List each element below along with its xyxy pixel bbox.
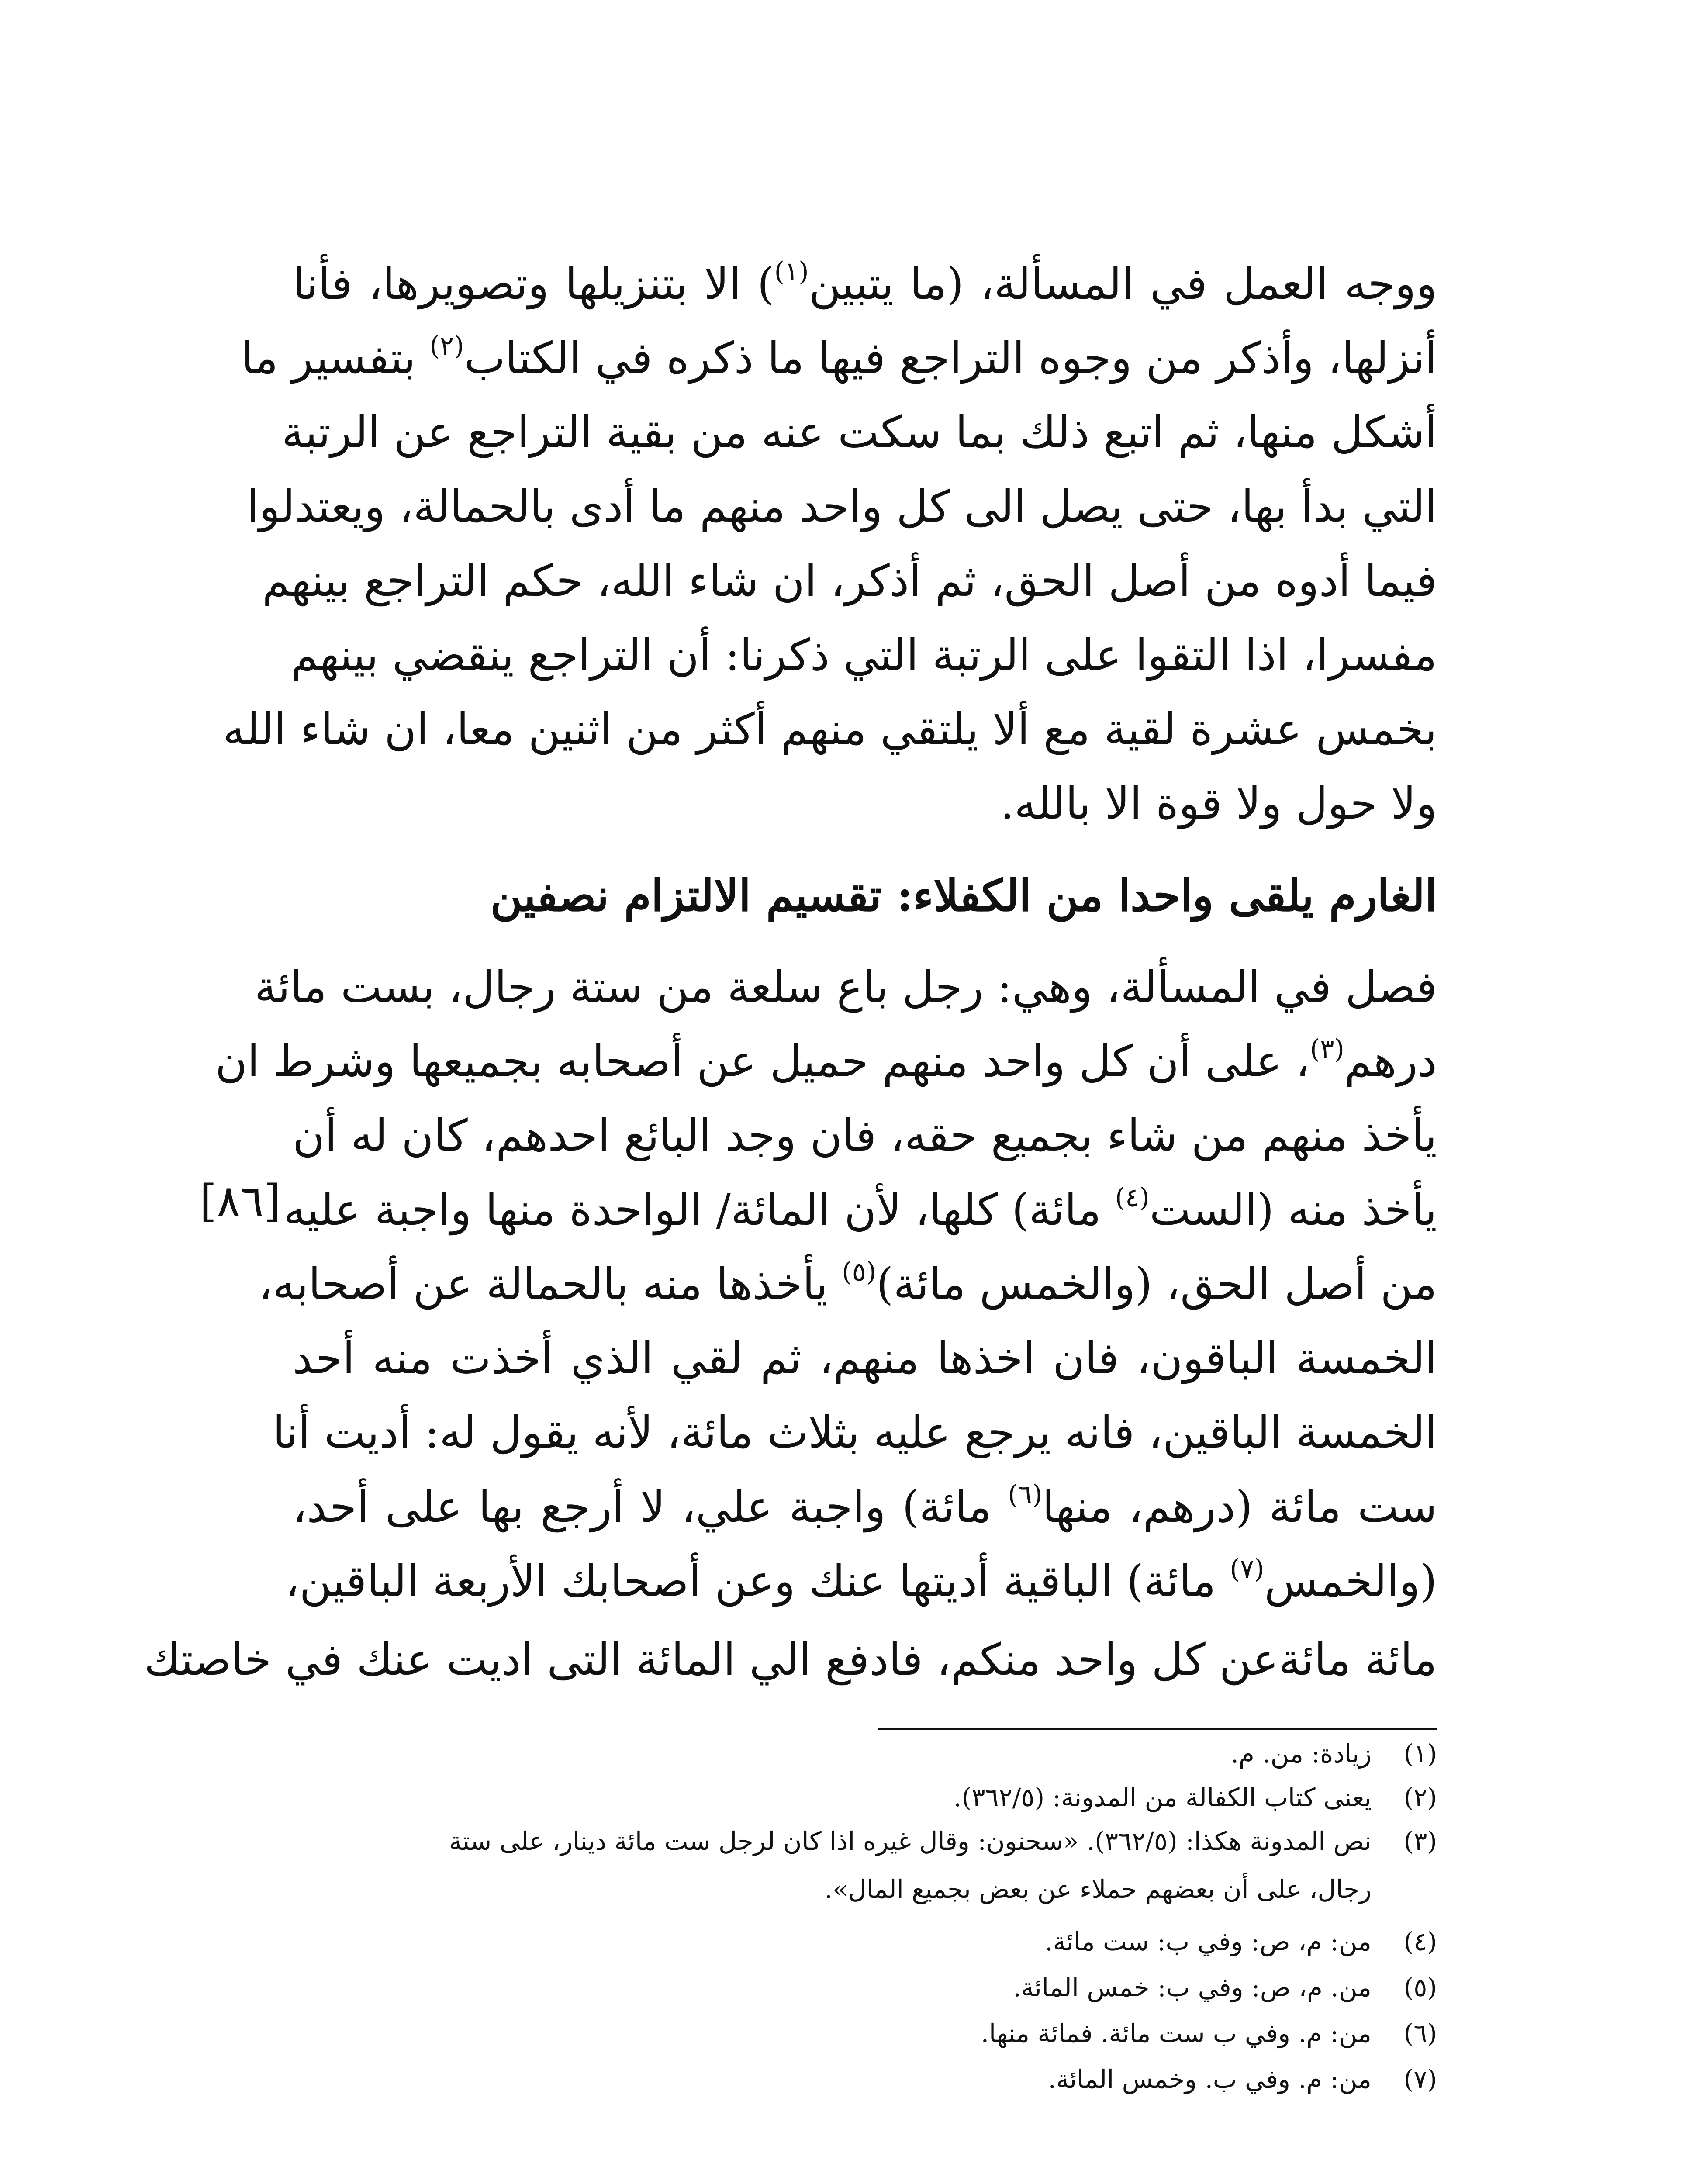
footnote-6: (٦)من: م. وفي ب ست مائة. فمائة منها. [981,2018,1437,2048]
paragraph-1-line-7: بخمس عشرة لقية مع ألا يلتقي منهم أكثر من اثنين معا، ان شاء الله [223,704,1437,755]
footnote-3-continued: رجال، على أن بعضهم حملاء عن بعض بجميع المال». [824,1874,1372,1904]
footnote-7: (٧)من: م. وفي ب. وخمس المائة. [1048,2064,1437,2094]
footnote-ref-5: (٥) [842,1256,877,1287]
footnote-ref-4: (٤) [1115,1182,1150,1213]
paragraph-2-line-4: يأخذ منه (الست$^{(٤)}$ مائة) كلها، لأن المائة/ الواحدة منها واجبة عليه [283,1182,1437,1235]
section-heading: الغارم يلقى واحدا من الكفلاء: تقسيم الالتزام نصفين [490,870,1437,921]
footnote-1: (١)زيادة: من. م. [1230,1739,1437,1769]
paragraph-1-line-4: التي بدأ بها، حتى يصل الى كل واحد منهم ما أدى بالحمالة، ويعتدلوا [247,481,1437,532]
paragraph-2-line-10: مائة مائةعن كل واحد منكم، فادفع الي المائة التى اديت عنك في خاصتك [144,1634,1437,1685]
paragraph-2-line-6: الخمسة الباقون، فان اخذها منهم، ثم لقي الذي أخذت منه أحد [293,1333,1437,1384]
paragraph-2-line-3: يأخذ منهم من شاء بجميع حقه، فان وجد البائع احدهم، كان له أن [293,1110,1437,1161]
footnote-ref-1: (١) [774,256,809,287]
footnote-separator [878,1728,1437,1730]
footnote-2: (٢)يعنى كتاب الكفالة من المدونة: (٣٦٢/٥). [954,1783,1437,1812]
paragraph-2-line-2: درهم$^{(٣)}$، على أن كل واحد منهم حميل عن أصحابه بجميعها وشرط ان [215,1033,1437,1087]
paragraph-1-line-1: ووجه العمل في المسألة، (ما يتبين$^{(١)}$) الا بتنزيلها وتصويرها، فأنا [293,256,1437,309]
paragraph-1-line-8: ولا حول ولا قوة الا بالله. [1000,778,1437,829]
margin-folio-marker: [٨٦] [200,1175,281,1227]
paragraph-2-line-1: فصل في المسألة، وهي: رجل باع سلعة من ستة رجال، بست مائة [254,961,1437,1013]
footnote-5: (٥)من. م، ص: وفي ب: خمس المائة. [1013,1973,1437,2002]
footnote-ref-7: (٧) [1230,1553,1265,1584]
footnote-ref-2: (٢) [429,330,464,361]
paragraph-2-line-7: الخمسة الباقين، فانه يرجع عليه بثلاث مائة، لأنه يقول له: أديت أنا [273,1407,1437,1458]
paragraph-1-line-6: مفسرا، اذا التقوا على الرتبة التي ذكرنا: أن التراجع ينقضي بينهم [290,629,1437,681]
footnote-ref-6: (٦) [1008,1479,1043,1510]
paragraph-2-line-8: ست مائة (درهم، منها$^{(٦)}$ مائة) واجبة علي، لا أرجع بها على أحد، [293,1479,1437,1532]
paragraph-1-line-2: أنزلها، وأذكر من وجوه التراجع فيها ما ذكره في الكتاب$^{(٢)}$ بتفسير ما [241,330,1437,384]
paragraph-1-line-3: أشكل منها، ثم اتبع ذلك بما سكت عنه من بقية التراجع عن الرتبة [281,407,1437,458]
paragraph-2-line-9: (والخمس$^{(٧)}$ مائة) الباقية أديتها عنك وعن أصحابك الأربعة الباقين، [285,1553,1437,1607]
footnote-3: (٣)نص المدونة هكذا: (٣٦٢/٥). «سحنون: وقال غيره اذا كان لرجل ست مائة دينار، على ستة [449,1826,1437,1856]
paragraph-2-line-5: من أصل الحق، (والخمس مائة)$^{(٥)}$ يأخذها منه بالحمالة عن أصحابه، [259,1256,1437,1310]
footnote-ref-3: (٣) [1309,1033,1344,1064]
paragraph-1-line-5: فيما أدوه من أصل الحق، ثم أذكر، ان شاء الله، حكم التراجع بينهم [262,555,1437,606]
footnote-4: (٤)من: م، ص: وفي ب: ست مائة. [1045,1927,1437,1956]
